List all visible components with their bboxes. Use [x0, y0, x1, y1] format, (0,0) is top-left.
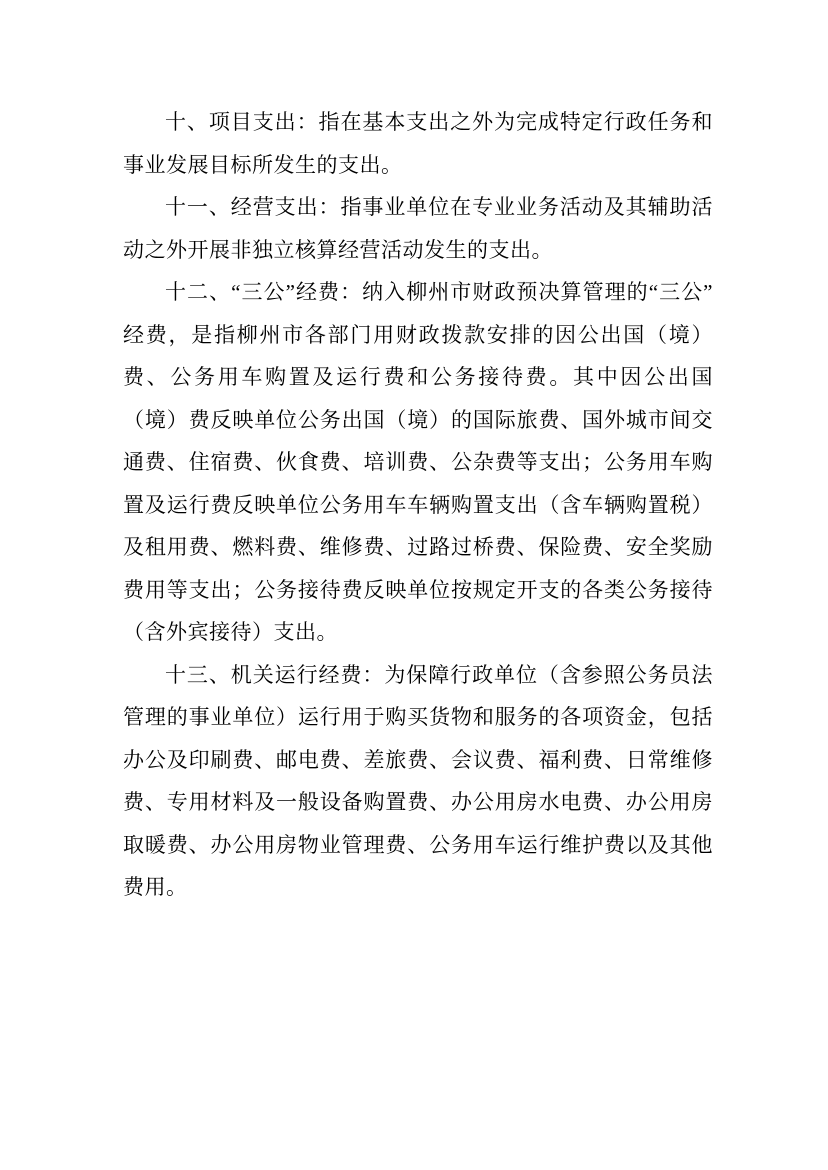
- paragraph-item-11: 十一、经营支出：指事业单位在专业业务活动及其辅助活动之外开展非独立核算经营活动发生的支出。: [123, 195, 713, 262]
- document-body: [123, 101, 713, 909]
- paragraph-item-10: 十、项目支出：指在基本支出之外为完成特定行政任务和事业发展目标所发生的支出。: [123, 110, 713, 177]
- paragraph-item-13: 十三、机关运行经费：为保障行政单位（含参照公务员法管理的事业单位）运行用于购买货物和服务的各项资金，包括办公及印刷费、邮电费、差旅费、会议费、福利费、日常维修费、专用材料及一般设备购置费、办公用房水电费、办公用房取暖费、办公用房物业管理费、公务用车运行维护费以及其他费用。: [123, 662, 713, 899]
- paragraph-item-12: 十二、“三公”经费：纳入柳州市财政预决算管理的“三公”经费，是指柳州市各部门用财政拨款安排的因公出国（境）费、公务用车购置及运行费和公务接待费。其中因公出国（境）费反映单位公务出国（境）的国际旅费、国外城市间交通费、住宿费、伙食费、培训费、公杂费等支出；公务用车购置及运行费反映单位公务用车车辆购置支出（含车辆购置税）及租用费、燃料费、维修费、过路过桥费、保险费、安全奖励费用等支出；公务接待费反映单位按规定开支的各类公务接待（含外宾接待）支出。: [123, 280, 713, 644]
